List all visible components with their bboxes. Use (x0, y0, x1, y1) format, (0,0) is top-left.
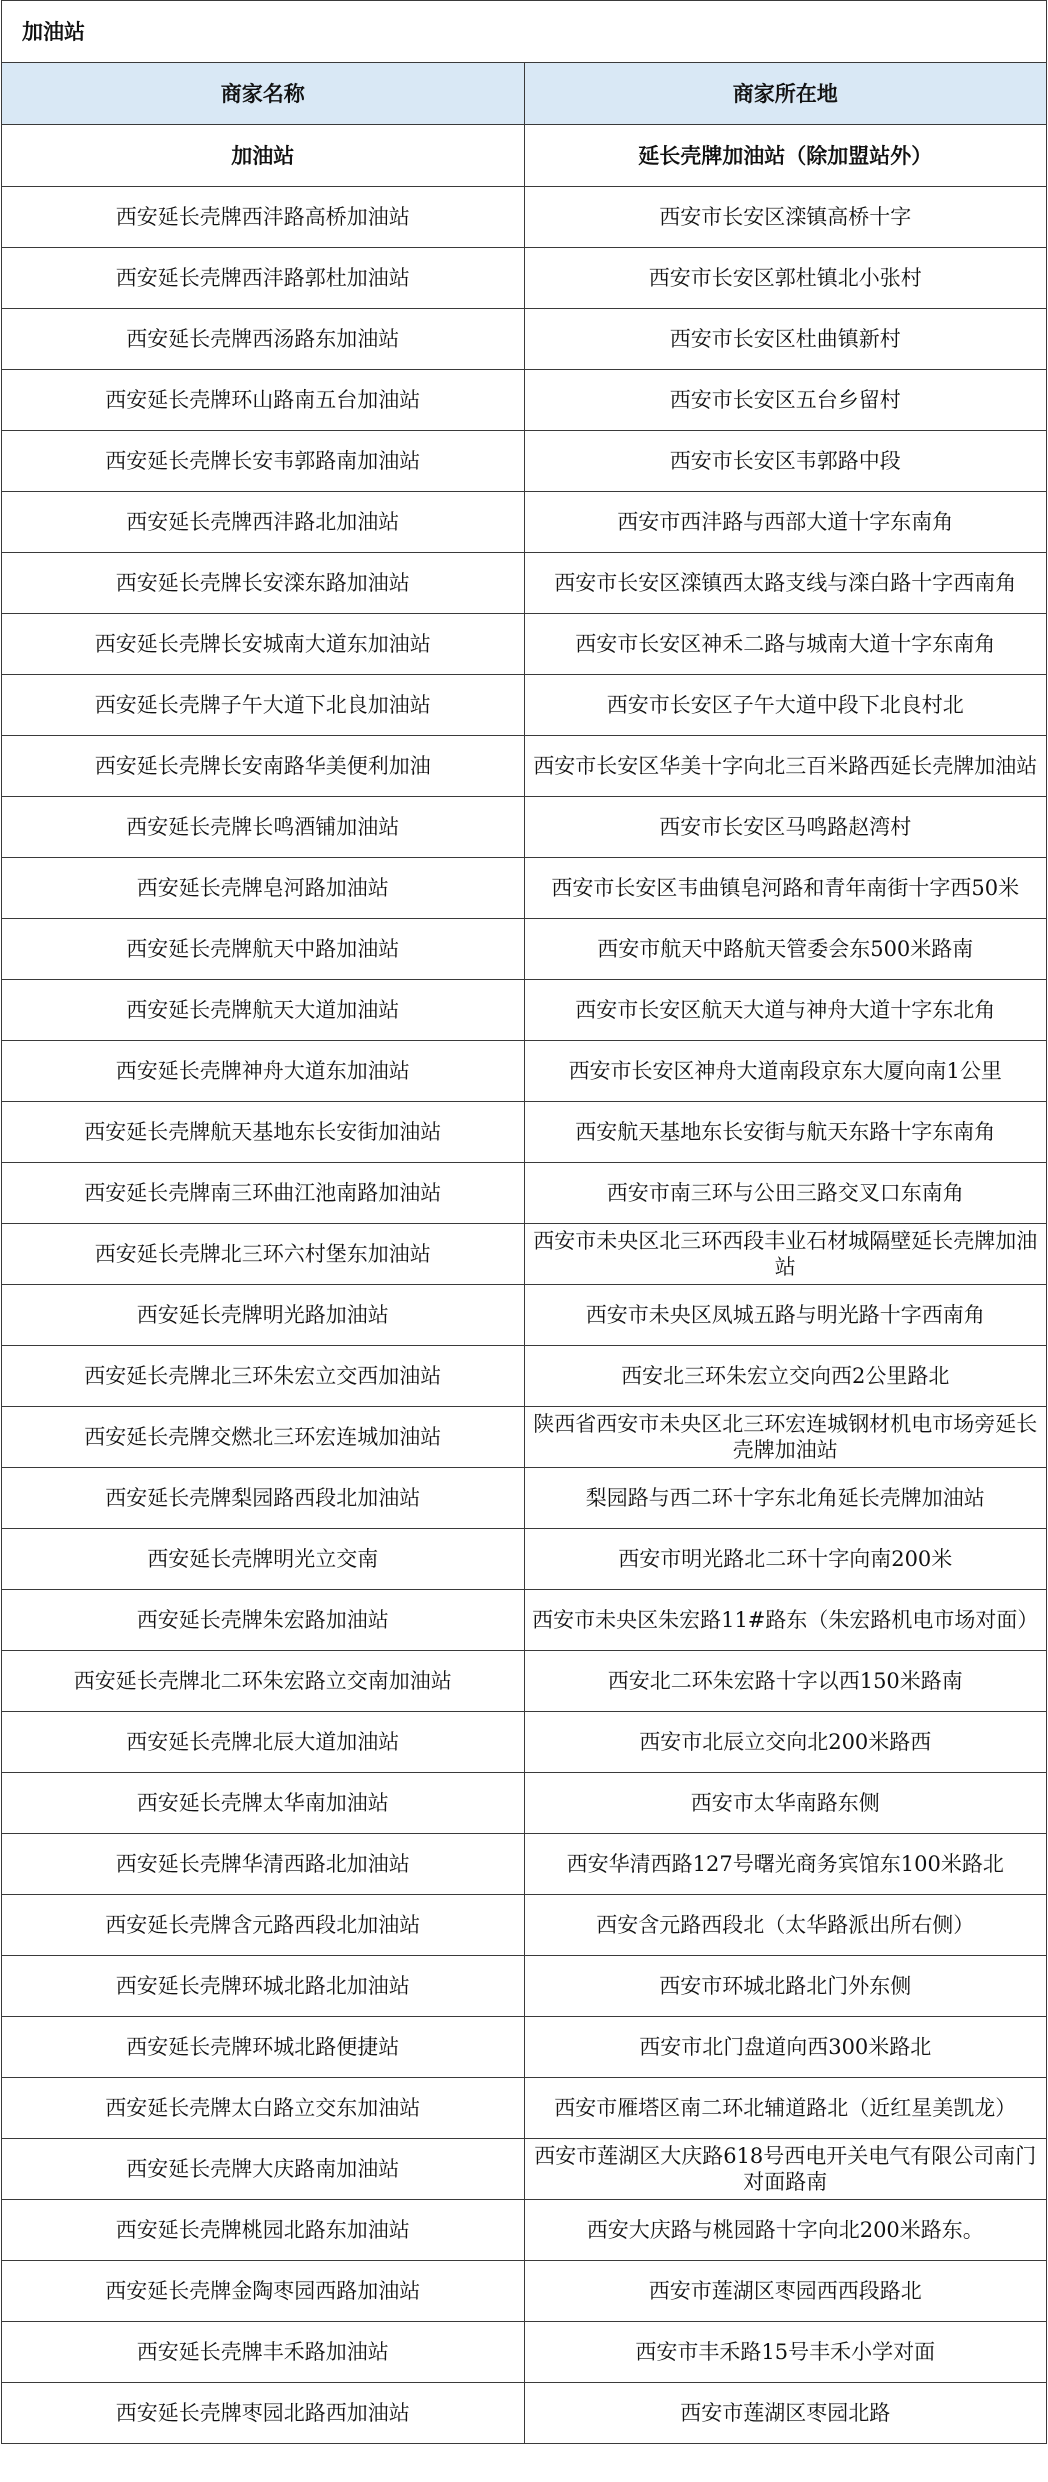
merchant-name-cell: 西安延长壳牌神舟大道东加油站 (2, 1041, 525, 1102)
merchant-location-cell: 西安市北辰立交向北200米路西 (524, 1712, 1047, 1773)
table-row (2, 1285, 1047, 1346)
table-row (2, 1834, 1047, 1895)
merchant-name-cell: 西安延长壳牌华清西路北加油站 (2, 1834, 525, 1895)
merchant-name-cell: 西安延长壳牌皂河路加油站 (2, 858, 525, 919)
merchant-name-cell: 西安延长壳牌明光路加油站 (2, 1285, 525, 1346)
table-row (2, 1773, 1047, 1834)
merchant-location-cell: 西安市环城北路北门外东侧 (524, 1956, 1047, 2017)
table-row (2, 1651, 1047, 1712)
merchant-location-cell: 西安市长安区马鸣路赵湾村 (524, 797, 1047, 858)
table-row (2, 492, 1047, 553)
merchant-name-cell: 西安延长壳牌交燃北三环宏连城加油站 (2, 1407, 525, 1468)
merchant-name-cell: 西安延长壳牌西沣路郭杜加油站 (2, 248, 525, 309)
merchant-name-cell: 西安延长壳牌北二环朱宏路立交南加油站 (2, 1651, 525, 1712)
category-name: 加油站 (2, 125, 525, 187)
table-title: 加油站 (2, 1, 1047, 63)
merchant-name-cell: 西安延长壳牌南三环曲江池南路加油站 (2, 1163, 525, 1224)
table-row (2, 1041, 1047, 1102)
merchant-location-cell: 西安市明光路北二环十字向南200米 (524, 1529, 1047, 1590)
merchant-location-cell: 西安市未央区北三环西段丰业石材城隔壁延长壳牌加油站 (524, 1224, 1047, 1285)
merchant-name-cell: 西安延长壳牌西沣路高桥加油站 (2, 187, 525, 248)
table-row (2, 1407, 1047, 1468)
merchant-location-cell: 西安市长安区韦曲镇皂河路和青年南街十字西50米 (524, 858, 1047, 919)
merchant-location-cell: 西安市雁塔区南二环北辅道路北（近红星美凯龙） (524, 2078, 1047, 2139)
table-row (2, 2017, 1047, 2078)
merchant-location-cell: 西安市未央区朱宏路11#路东（朱宏路机电市场对面） (524, 1590, 1047, 1651)
merchant-location-cell: 西安市长安区郭杜镇北小张村 (524, 248, 1047, 309)
merchant-location-cell: 西安市长安区神禾二路与城南大道十字东南角 (524, 614, 1047, 675)
table-row (2, 2139, 1047, 2200)
table-row (2, 1468, 1047, 1529)
table-row (2, 431, 1047, 492)
table-row (2, 919, 1047, 980)
header-merchant-name: 商家名称 (2, 63, 525, 125)
table-row (2, 2200, 1047, 2261)
merchant-name-cell: 西安延长壳牌北辰大道加油站 (2, 1712, 525, 1773)
merchant-location-cell: 西安市长安区韦郭路中段 (524, 431, 1047, 492)
merchant-name-cell: 西安延长壳牌环城北路便捷站 (2, 2017, 525, 2078)
table-row (2, 675, 1047, 736)
merchant-name-cell: 西安延长壳牌北三环朱宏立交西加油站 (2, 1346, 525, 1407)
table-row (2, 1956, 1047, 2017)
merchant-name-cell: 西安延长壳牌大庆路南加油站 (2, 2139, 525, 2200)
table-row (2, 858, 1047, 919)
merchant-name-cell: 西安延长壳牌太华南加油站 (2, 1773, 525, 1834)
merchant-location-cell: 西安市莲湖区枣园北路 (524, 2383, 1047, 2444)
merchant-location-cell: 西安市长安区杜曲镇新村 (524, 309, 1047, 370)
merchant-location-cell: 西安市长安区神舟大道南段京东大厦向南1公里 (524, 1041, 1047, 1102)
merchant-location-cell: 西安北三环朱宏立交向西2公里路北 (524, 1346, 1047, 1407)
merchant-location-cell: 陕西省西安市未央区北三环宏连城钢材机电市场旁延长壳牌加油站 (524, 1407, 1047, 1468)
merchant-name-cell: 西安延长壳牌长安城南大道东加油站 (2, 614, 525, 675)
merchant-location-cell: 西安市未央区凤城五路与明光路十字西南角 (524, 1285, 1047, 1346)
merchant-name-cell: 西安延长壳牌枣园北路西加油站 (2, 2383, 525, 2444)
table-row (2, 309, 1047, 370)
table-row (2, 614, 1047, 675)
merchant-name-cell: 西安延长壳牌长安韦郭路南加油站 (2, 431, 525, 492)
table-row (2, 736, 1047, 797)
table-row (2, 2261, 1047, 2322)
merchant-name-cell: 西安延长壳牌航天中路加油站 (2, 919, 525, 980)
merchant-name-cell: 西安延长壳牌长鸣酒铺加油站 (2, 797, 525, 858)
table-row (2, 1895, 1047, 1956)
table-row (2, 1102, 1047, 1163)
category-location: 延长壳牌加油站（除加盟站外） (524, 125, 1047, 187)
table-row (2, 553, 1047, 614)
merchant-name-cell: 西安延长壳牌环城北路北加油站 (2, 1956, 525, 2017)
table-row (2, 2383, 1047, 2444)
table-row (2, 797, 1047, 858)
merchant-name-cell: 西安延长壳牌北三环六村堡东加油站 (2, 1224, 525, 1285)
table-row (2, 980, 1047, 1041)
merchant-name-cell: 西安延长壳牌子午大道下北良加油站 (2, 675, 525, 736)
merchant-location-cell: 西安市太华南路东侧 (524, 1773, 1047, 1834)
merchant-location-cell: 西安航天基地东长安街与航天东路十字东南角 (524, 1102, 1047, 1163)
table-row (2, 1529, 1047, 1590)
merchant-name-cell: 西安延长壳牌含元路西段北加油站 (2, 1895, 525, 1956)
merchant-location-cell: 西安市莲湖区枣园西西段路北 (524, 2261, 1047, 2322)
table-row (2, 2078, 1047, 2139)
table-row (2, 1224, 1047, 1285)
merchant-location-cell: 西安含元路西段北（太华路派出所右侧） (524, 1895, 1047, 1956)
merchant-location-cell: 西安市长安区子午大道中段下北良村北 (524, 675, 1047, 736)
merchant-location-cell: 西安市北门盘道向西300米路北 (524, 2017, 1047, 2078)
merchant-name-cell: 西安延长壳牌梨园路西段北加油站 (2, 1468, 525, 1529)
merchant-location-cell: 西安市长安区航天大道与神舟大道十字东北角 (524, 980, 1047, 1041)
table-row (2, 370, 1047, 431)
merchant-location-cell: 西安市南三环与公田三路交叉口东南角 (524, 1163, 1047, 1224)
merchant-name-cell: 西安延长壳牌太白路立交东加油站 (2, 2078, 525, 2139)
header-merchant-location: 商家所在地 (524, 63, 1047, 125)
merchant-name-cell: 西安延长壳牌长安南路华美便利加油 (2, 736, 525, 797)
merchant-location-cell: 西安市丰禾路15号丰禾小学对面 (524, 2322, 1047, 2383)
merchant-location-cell: 西安市长安区滦镇西太路支线与滦白路十字西南角 (524, 553, 1047, 614)
merchant-name-cell: 西安延长壳牌航天基地东长安街加油站 (2, 1102, 525, 1163)
merchant-name-cell: 西安延长壳牌航天大道加油站 (2, 980, 525, 1041)
merchant-name-cell: 西安延长壳牌金陶枣园西路加油站 (2, 2261, 525, 2322)
merchant-location-cell: 西安市长安区华美十字向北三百米路西延长壳牌加油站 (524, 736, 1047, 797)
merchant-name-cell: 西安延长壳牌长安滦东路加油站 (2, 553, 525, 614)
merchant-location-cell: 西安市长安区滦镇高桥十字 (524, 187, 1047, 248)
table-row (2, 2322, 1047, 2383)
table-body (2, 1, 1047, 2444)
merchant-location-cell: 西安市长安区五台乡留村 (524, 370, 1047, 431)
category-row (2, 125, 1047, 187)
merchant-name-cell: 西安延长壳牌明光立交南 (2, 1529, 525, 1590)
table-row (2, 1590, 1047, 1651)
merchant-location-cell: 西安市西沣路与西部大道十字东南角 (524, 492, 1047, 553)
merchant-name-cell: 西安延长壳牌西沣路北加油站 (2, 492, 525, 553)
merchant-location-cell: 西安大庆路与桃园路十字向北200米路东。 (524, 2200, 1047, 2261)
merchant-location-cell: 梨园路与西二环十字东北角延长壳牌加油站 (524, 1468, 1047, 1529)
table-row (2, 187, 1047, 248)
merchant-name-cell: 西安延长壳牌桃园北路东加油站 (2, 2200, 525, 2261)
gas-station-table (1, 0, 1047, 2444)
table-row (2, 1712, 1047, 1773)
table-row (2, 1163, 1047, 1224)
merchant-name-cell: 西安延长壳牌环山路南五台加油站 (2, 370, 525, 431)
merchant-location-cell: 西安市莲湖区大庆路618号西电开关电气有限公司南门对面路南 (524, 2139, 1047, 2200)
title-row (2, 1, 1047, 63)
table-row (2, 248, 1047, 309)
header-row (2, 63, 1047, 125)
merchant-name-cell: 西安延长壳牌丰禾路加油站 (2, 2322, 525, 2383)
merchant-name-cell: 西安延长壳牌西汤路东加油站 (2, 309, 525, 370)
merchant-location-cell: 西安北二环朱宏路十字以西150米路南 (524, 1651, 1047, 1712)
merchant-location-cell: 西安市航天中路航天管委会东500米路南 (524, 919, 1047, 980)
merchant-name-cell: 西安延长壳牌朱宏路加油站 (2, 1590, 525, 1651)
merchant-location-cell: 西安华清西路127号曙光商务宾馆东100米路北 (524, 1834, 1047, 1895)
table-row (2, 1346, 1047, 1407)
